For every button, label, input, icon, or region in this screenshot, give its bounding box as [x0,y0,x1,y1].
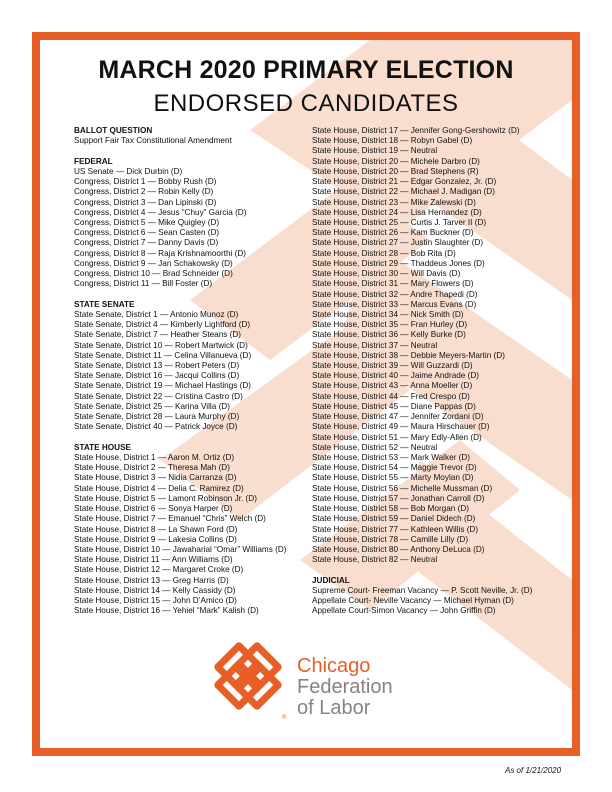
section-gap [74,290,306,300]
list-item: State House, District 82 — Neutral [312,555,438,565]
list-item: State House, District 20 — Brad Stephens (R) [312,166,479,176]
logo-line-3: of Labor [297,697,371,719]
list-item: Congress, District 3 — Dan Lipinski (D) [74,197,217,207]
list-item: State Senate, District 25 — Karina Villa (D) [74,401,230,411]
list-item: State House, District 9 — Lakesia Collins (D) [74,534,237,544]
list-item: State House, District 33 — Marcus Evans (D) [312,299,477,309]
list-item: State Senate, District 16 — Jacqui Collins (D) [74,371,240,381]
list-item: State House, District 51 — Mary Edly-Allen (D) [312,432,482,442]
list-item: State House, District 58 — Bob Morgan (D) [312,504,469,514]
list-item: State Senate, District 22 — Cristina Castro (D) [74,391,243,401]
list-item: State House, District 32 — Andre Thapedi (D) [312,289,478,299]
list-item: State House, District 30 — Will Davis (D) [312,269,461,279]
list-item: US Senate — Dick Durbin (D) [74,166,183,176]
list-item: Congress, District 8 — Raja Krishnamoorthi (D) [74,248,246,258]
list-item: State House, District 28 — Bob Rita (D) [312,248,456,258]
list-item: State House, District 2 — Theresa Mah (D) [74,463,230,473]
list-item: State House, District 17 — Jennifer Gong-Gershowitz (D) [312,126,520,135]
list-item: State House, District 18 — Robyn Gabel (D) [312,136,473,146]
section-heading: BALLOT QUESTION [74,126,153,135]
list-item: State House, District 39 — Will Guzzardi (D) [312,361,473,371]
cfl-logo-text [297,656,393,719]
list-item: State House, District 13 — Greg Harris (D) [74,575,229,585]
list-item: State House, District 12 — Margaret Croke (D) [74,565,244,575]
page-subtitle: ENDORSED CANDIDATES [153,90,459,117]
list-item: State Senate, District 10 — Robert Martwick (D) [74,340,248,350]
left-column [74,126,306,617]
list-item: State House, District 80 — Anthony DeLuca (D) [312,544,485,554]
list-item: State House, District 6 — Sonya Harper (D) [74,504,233,514]
list-item: State House, District 29 — Thaddeus Jones (D) [312,258,485,268]
list-item: State House, District 44 — Fred Crespo (D) [312,391,470,401]
list-item: State House, District 19 — Neutral [312,146,438,156]
list-item: State House, District 36 — Kelly Burke (D) [312,330,466,340]
list-item: State House, District 10 — Jawaharial “Omar” Williams (D) [74,544,287,554]
list-item: Support Fair Tax Constitutional Amendment [74,136,232,146]
list-item: State House, District 3 — Nidia Carranza (D) [74,473,237,483]
list-item: State Senate, District 4 — Kimberly Lightford (D) [74,320,251,330]
list-item: State House, District 25 — Curtis J. Tarver II (D) [312,217,487,227]
list-item: Congress, District 11 — Bill Foster (D) [74,279,213,289]
list-item: State House, District 20 — Michele Darbro (D) [312,156,480,166]
list-item: State House, District 4 — Delia C. Ramirez (D) [74,483,244,493]
list-item: State Senate, District 19 — Michael Hastings (D) [74,381,252,391]
list-item: State House, District 53 — Mark Walker (D) [312,453,471,462]
as-of-date: As of 1/21/2020 [505,766,562,775]
list-item: Congress, District 4 — Jesus “Chuy” Garcia (D) [74,207,247,217]
list-item: State Senate, District 28 — Laura Murphy (D) [74,412,240,422]
list-item: Congress, District 5 — Mike Quigley (D) [74,217,220,227]
list-item: Congress, District 2 — Robin Kelly (D) [74,187,214,197]
list-item: State House, District 21 — Edgar Gonzalez, Jr. (D) [312,177,497,187]
logo-line-1: Chicago [297,655,371,677]
list-item: State House, District 77 — Kathleen Willis (D) [312,524,479,534]
list-item: State House, District 11 — Ann Williams (D) [74,555,233,565]
list-item: State House, District 47 — Jennifer Zordani (D) [312,412,484,422]
section-gap [74,433,306,443]
list-item: State House, District 23 — Mike Zalewski (D) [312,197,476,207]
list-item: State House, District 24 — Lisa Hernandez (D) [312,207,482,217]
list-item: State House, District 31 — Mary Flowers (D) [312,279,474,289]
list-item: State Senate, District 7 — Heather Steans (D) [74,330,242,340]
list-item: State House, District 8 — La Shawn Ford (D) [74,524,238,534]
list-item: Supreme Court- Freeman Vacancy — P. Scott Neville, Jr. (D) [312,585,533,595]
list-item: State House, District 16 — Yehiel “Mark” Kalish (D) [74,606,259,616]
list-item: State House, District 43 — Anna Moeller (D) [312,381,473,391]
list-item: Congress, District 9 — Jan Schakowsky (D) [74,258,233,268]
list-item: Congress, District 1 — Bobby Rush (D) [74,177,217,187]
list-item: State House, District 37 — Neutral [312,340,438,350]
list-item: State House, District 34 — Nick Smith (D) [312,309,464,319]
logo-line-2: Federation [297,676,393,698]
section-heading: STATE HOUSE [74,442,132,452]
section-gap [74,146,306,156]
list-item: State House, District 27 — Justin Slaughter (D) [312,238,484,248]
list-item: State House, District 5 — Lamont Robinson Jr. (D) [74,493,257,503]
list-item: Congress, District 6 — Sean Casten (D) [74,228,220,238]
list-item: State House, District 14 — Kelly Cassidy (D) [74,585,236,595]
list-item: State House, District 49 — Maura Hirschauer (D) [312,422,490,432]
right-column [312,126,562,617]
section-heading: STATE SENATE [74,299,135,309]
document-body [40,40,572,748]
list-item: State House, District 45 — Diane Pappas (D) [312,401,476,411]
list-item: State House, District 35 — Fran Hurley (D) [312,320,468,330]
list-item: State House, District 59 — Daniel Didech (D) [312,514,476,524]
registered-mark: ® [282,715,287,721]
list-item: State House, District 26 — Kam Buckner (D) [312,228,474,238]
list-item: Congress, District 7 — Danny Davis (D) [74,238,219,248]
list-item: State House, District 54 — Maggie Trevor (D) [312,463,477,473]
list-item: State Senate, District 11 — Celina Villanueva (D) [74,350,252,360]
list-item: State House, District 57 — Jonathan Carroll (D) [312,493,485,503]
list-item: State House, District 7 — Emanuel “Chris” Welch (D) [74,514,266,524]
list-item: State House, District 22 — Michael J. Madigan (D) [312,187,495,197]
list-item: Appellate Court- Neville Vacancy — Michael Hyman (D) [312,596,514,606]
list-item: State House, District 40 — Jaime Andrade (D) [312,371,479,381]
list-item: State House, District 55 — Marty Moylan (D) [312,473,474,483]
list-item: State Senate, District 1 — Antonio Munoz (D) [74,309,239,319]
list-item: State House, District 52 — Neutral [312,442,438,452]
section-heading: JUDICIAL [312,575,350,585]
list-item: State Senate, District 40 — Patrick Joyce (D) [74,422,238,432]
page-title: MARCH 2020 PRIMARY ELECTION [98,56,514,84]
list-item: State House, District 56 — Michelle Mussman (D) [312,483,493,493]
section-gap [312,565,562,575]
list-item: State House, District 1 — Aaron M. Ortiz (D) [74,453,235,462]
list-item: State House, District 15 — John D’Amico (D) [74,596,237,606]
list-item: Appellate Court-Simon Vacancy — John Griffin (D) [312,606,496,616]
list-item: Congress, District 10 — Brad Schneider (D) [74,269,233,279]
list-item: State Senate, District 13 — Robert Peters (D) [74,361,240,371]
list-item: State House, District 78 — Camille Lilly (D) [312,534,469,544]
section-heading: FEDERAL [74,156,113,166]
list-item: State House, District 38 — Debbie Meyers-Martin (D) [312,350,505,360]
